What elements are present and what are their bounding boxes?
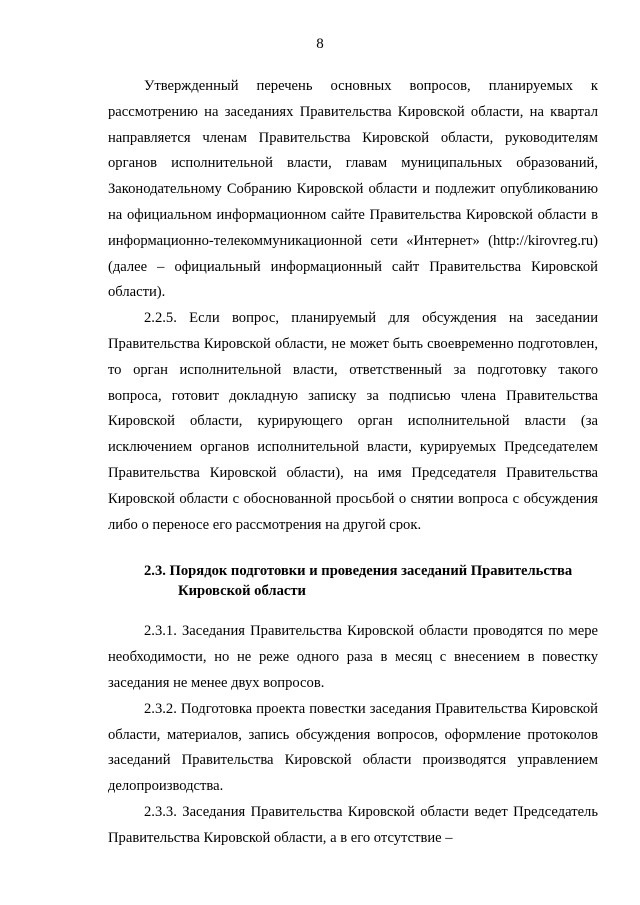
section-heading-line1: 2.3. Порядок подготовки и проведения заседаний Правительства — [144, 563, 573, 580]
paragraph-2-2-5: 2.2.5. Если вопрос, планируемый для обсуждения на заседании Правительства Кировской области, не может быть своевременно подготовлен, то орган исполнительной власти, ответственный за подготовку такого вопроса, готовит докладную записку за подписью члена Правительства Кировской области, курирующего орган исполнительной власти (за исключением органов исполнительной власти, курируемых Председателем Правительства Кировской области), на имя Председателя Правительства Кировской области с обоснованной просьбой о снятии вопроса с обсуждения либо о переносе его рассмотрения на другой срок. — [108, 310, 598, 533]
section-heading-line2: Кировской области — [178, 583, 306, 600]
section-heading-2-3 — [108, 561, 598, 601]
document-body — [108, 74, 598, 852]
paragraph-2-3-3: 2.3.3. Заседания Правительства Кировской области ведет Председатель Правительства Кировской области, а в его отсутствие – — [108, 803, 598, 846]
paragraph-2-3-2: 2.3.2. Подготовка проекта повестки заседания Правительства Кировской области, материалов, запись обсуждения вопросов, оформление протоколов заседаний Правительства Кировской области производятся управлением делопроизводства. — [108, 700, 598, 795]
paragraph-approved-list: Утвержденный перечень основных вопросов, планируемых к рассмотрению на заседаниях Правительства Кировской области, на квартал направляется членам Правительства Кировской области, руководителям органов исполнительной власти, главам муниципальных образований, Законодательному Собранию Кировской области и подлежит опубликованию на официальном информационном сайте Правительства Кировской области в информационно-телекоммуникационной сети «Интернет» (http://kirovreg.ru) (далее – официальный информационный сайт Правительства Кировской области). — [108, 78, 598, 301]
page-number: 8 — [316, 36, 324, 52]
paragraph-2-3-1: 2.3.1. Заседания Правительства Кировской области проводятся по мере необходимости, но не реже одного раза в месяц с внесением в повестку заседания не менее двух вопросов. — [108, 623, 598, 691]
